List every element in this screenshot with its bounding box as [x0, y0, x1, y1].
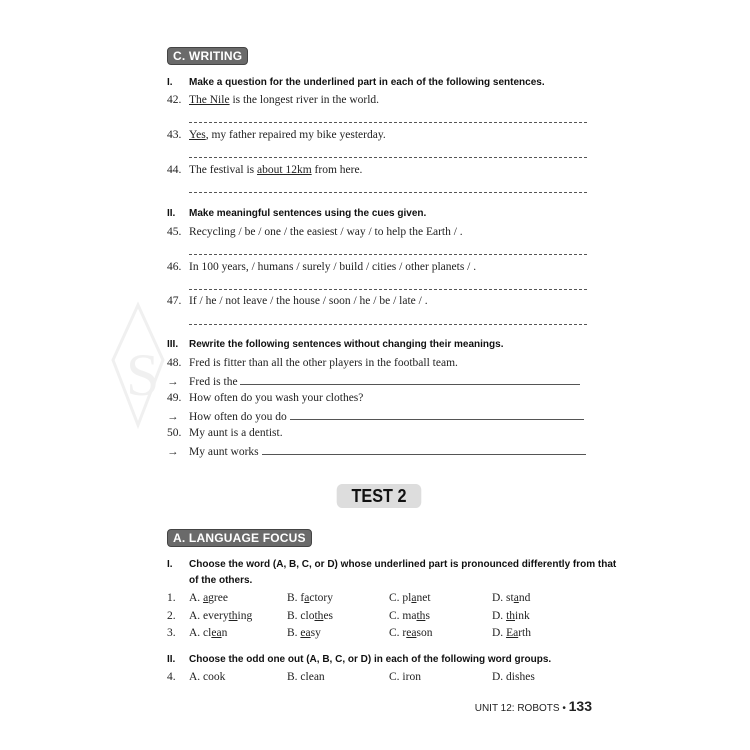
question-number: 3.: [167, 627, 176, 639]
answer-option[interactable]: [492, 610, 530, 622]
answer-option[interactable]: [492, 592, 530, 604]
answer-option[interactable]: [389, 610, 430, 622]
answer-line-43[interactable]: [189, 157, 587, 158]
instruction-writing-3: III. Rewrite the following sentences without changing their meanings.: [167, 339, 504, 350]
question-45: 45. Recycling / be / one / the easiest / way / to help the Earth / .: [167, 226, 463, 238]
option-text-post: es: [323, 609, 334, 622]
answer-option[interactable]: B. clean: [287, 671, 325, 683]
answer-option[interactable]: [492, 627, 531, 639]
option-text-pre: A. cl: [189, 627, 212, 639]
option-text-pre: B. clo: [287, 609, 315, 622]
option-text-post: sy: [310, 627, 321, 639]
test-title: TEST 2: [337, 484, 422, 508]
rewrite-50[interactable]: → My aunt works: [167, 444, 586, 458]
option-text-pre: C. ma: [389, 609, 417, 622]
option-text-post: ing: [237, 609, 253, 622]
option-text-pre: C. r: [389, 627, 407, 639]
section-title-language-focus: A. LANGUAGE FOCUS: [167, 529, 312, 547]
answer-line-44[interactable]: [189, 192, 587, 193]
answer-option[interactable]: D. dishes: [492, 671, 535, 683]
instruction-lf-1-cont: of the others.: [189, 575, 253, 586]
question-43: 43. Yes, my father repaired my bike yesterday.: [167, 129, 386, 141]
answer-option[interactable]: [287, 627, 321, 639]
page-footer: UNIT 12: ROBOTS • 133: [474, 698, 592, 714]
option-text-u: th: [314, 609, 324, 622]
question-42: 42. The Nile is the longest river in the world.: [167, 94, 380, 106]
answer-line-49[interactable]: [290, 409, 584, 420]
question-44: 44. The festival is about 12km from here.: [167, 164, 363, 176]
answer-line-42[interactable]: [189, 122, 587, 123]
answer-option[interactable]: [189, 627, 227, 639]
answer-option[interactable]: [389, 627, 432, 639]
question-47: 47. If / he / not leave / the house / soon / he / be / late / .: [167, 295, 428, 307]
option-text-u: ea: [406, 627, 417, 639]
option-text-u: th: [228, 609, 238, 622]
svg-text:S: S: [126, 342, 160, 408]
question-49: 49. How often do you wash your clothes?: [167, 392, 364, 404]
rewrite-48[interactable]: → Fred is the: [167, 374, 580, 388]
instruction-lf-1: I. Choose the word (A, B, C, or D) whose underlined part is pronounced differently from that: [167, 559, 617, 570]
option-text-u: ea: [211, 627, 222, 639]
option-text-u: th: [416, 609, 426, 622]
option-text-post: ctory: [309, 592, 333, 604]
option-text-pre: B.: [287, 627, 301, 639]
option-text-pre: C. pl: [389, 592, 412, 604]
instruction-writing-2: II. Make meaningful sentences using the cues given.: [167, 208, 427, 219]
instruction-lf-2: II. Choose the odd one out (A, B, C, or D) in each of the following word groups.: [167, 654, 552, 665]
option-text-u: Ea: [506, 627, 519, 639]
answer-option[interactable]: [389, 592, 431, 604]
answer-line-46[interactable]: [189, 289, 587, 290]
option-text-u: a: [304, 592, 310, 604]
answer-option[interactable]: [287, 610, 333, 622]
question-number: 4.: [167, 671, 176, 683]
option-text-pre: A. every: [189, 609, 229, 622]
question-number: 2.: [167, 609, 176, 622]
question-50: 50. My aunt is a dentist.: [167, 427, 283, 439]
option-text-post: ink: [515, 609, 530, 622]
option-text-post: son: [416, 627, 433, 639]
answer-line-48[interactable]: [240, 374, 580, 385]
answer-option[interactable]: C. iron: [389, 671, 421, 683]
answer-option[interactable]: A. cook: [189, 671, 226, 683]
answer-line-47[interactable]: [189, 324, 587, 325]
option-text-post: nd: [518, 592, 531, 604]
option-text-pre: D. st: [492, 592, 514, 604]
question-number: 1.: [167, 592, 176, 604]
option-text-post: rth: [518, 627, 531, 639]
option-text-u: a: [411, 592, 417, 604]
answer-line-50[interactable]: [262, 444, 586, 455]
question-48: 48. Fred is fitter than all the other players in the football team.: [167, 357, 458, 369]
answer-option[interactable]: [189, 592, 228, 604]
option-text-u: a: [513, 592, 519, 604]
answer-line-45[interactable]: [189, 254, 587, 255]
answer-option[interactable]: [189, 610, 252, 622]
option-text-post: gree: [208, 592, 228, 604]
option-text-u: th: [506, 609, 516, 622]
instruction-writing-1: I. Make a question for the underlined part in each of the following sentences.: [167, 77, 545, 88]
answer-option[interactable]: [287, 592, 333, 604]
option-text-pre: B. f: [287, 592, 305, 604]
option-text-post: n: [221, 627, 228, 639]
section-title-writing: C. WRITING: [167, 47, 248, 65]
question-46: 46. In 100 years, / humans / surely / build / cities / other planets / .: [167, 261, 477, 273]
rewrite-49[interactable]: → How often do you do: [167, 409, 584, 423]
option-text-pre: A.: [189, 592, 204, 604]
page-number: 133: [568, 698, 592, 714]
option-text-u: a: [203, 592, 209, 604]
option-text-post: s: [425, 609, 430, 622]
option-text-u: ea: [300, 627, 311, 639]
watermark-logo-icon: [108, 300, 168, 430]
option-text-post: net: [416, 592, 431, 604]
option-text-pre: D.: [492, 609, 507, 622]
option-text-pre: D.: [492, 627, 507, 639]
